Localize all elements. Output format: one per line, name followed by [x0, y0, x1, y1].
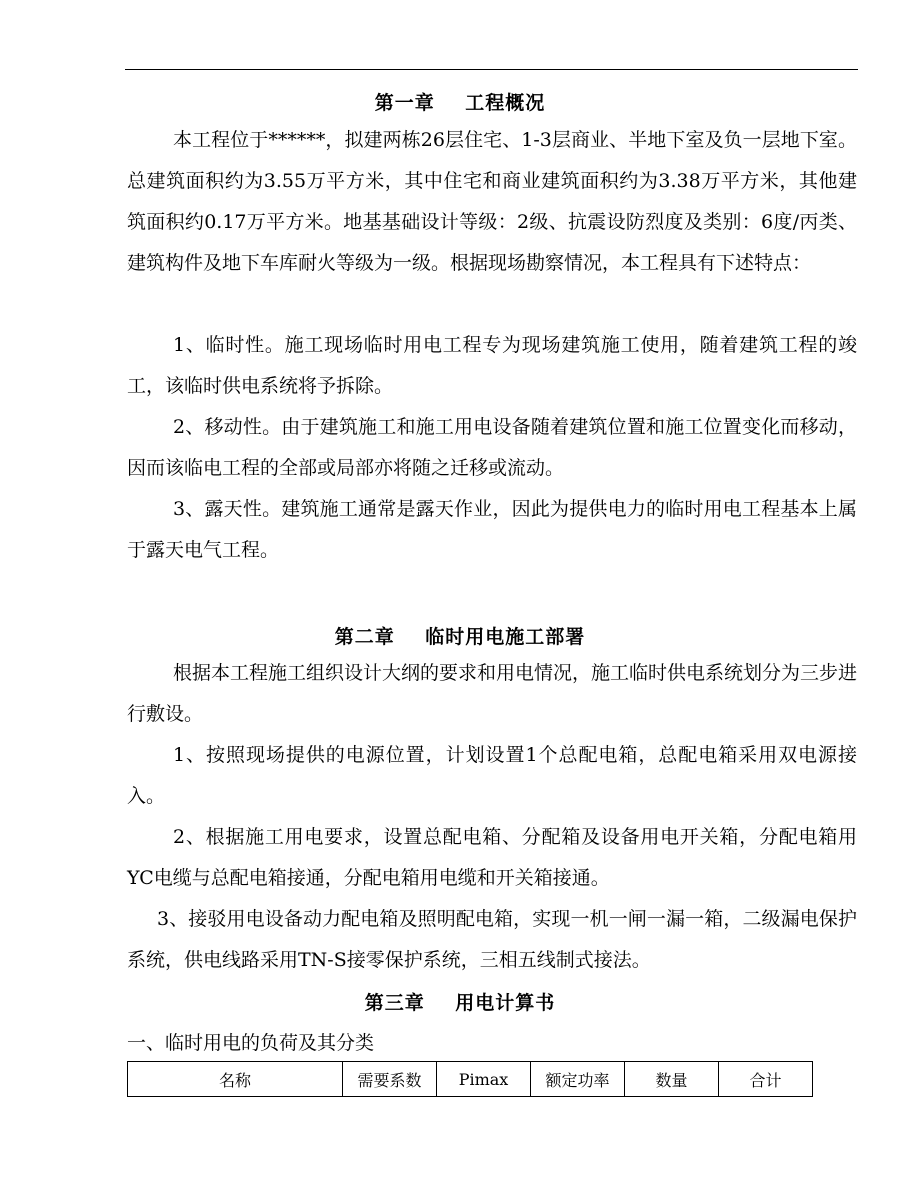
chapter2-intro: 根据本工程施工组织设计大纲的要求和用电情况，施工临时供电系统划分为三步进行敷设。: [127, 662, 858, 725]
chapter1-item-3: 3、露天性。建筑施工通常是露天作业，因此为提供电力的临时用电工程基本上属于露天电气工程。: [127, 498, 857, 561]
chapter1-intro: 本工程位于******，拟建两栋26层住宅、1-3层商业、半地下室及负一层地下室。总建筑面积约为3.55万平方米，其中住宅和商业建筑面积约为3.38万平方米，其他建筑面积约0.17万平方米。地基基础设计等级：2级、抗震设防烈度及类别：6度/丙类、建筑构件及地下车库耐火等级为一级。根据现场勘察情况，本工程具有下述特点：: [127, 129, 857, 274]
load-table: [127, 1061, 813, 1097]
chapter1-item-2: 2、移动性。由于建筑施工和施工用电设备随着建筑位置和施工位置变化而移动，因而该临电工程的全部或局部亦将随之迁移或流动。: [127, 416, 857, 479]
table-header-cell: 需要系数: [343, 1062, 437, 1097]
header-rule: [125, 69, 858, 70]
chapter2-title: 第二章 临时用电施工部署: [334, 626, 586, 648]
chapter2-item-3: 3、接驳用电设备动力配电箱及照明配电箱，实现一机一闸一漏一箱，二级漏电保护系统，供电线路采用TN-S接零保护系统，三相五线制式接法。: [127, 908, 857, 971]
chapter1-title: 第一章 工程概况: [374, 92, 546, 114]
chapter1-item-1: 1、临时性。施工现场临时用电工程专为现场建筑施工使用，随着建筑工程的竣工，该临时供电系统将予拆除。: [127, 334, 857, 397]
chapter3-title: 第三章 用电计算书: [364, 992, 556, 1014]
table-header-cell: Pimax: [437, 1062, 531, 1097]
table-header-cell: 额定功率: [531, 1062, 625, 1097]
load-section-title: 一、临时用电的负荷及其分类: [127, 1032, 375, 1054]
table-header-row: [128, 1062, 813, 1097]
chapter2-item-1: 1、按照现场提供的电源位置，计划设置1个总配电箱，总配电箱采用双电源接入。: [127, 744, 857, 807]
chapter2-item-2: 2、根据施工用电要求，设置总配电箱、分配箱及设备用电开关箱，分配电箱用YC电缆与总配电箱接通，分配电箱用电缆和开关箱接通。: [127, 826, 857, 889]
table-header-cell: 数量: [625, 1062, 719, 1097]
table-header-cell: 合计: [719, 1062, 813, 1097]
table-header-cell: 名称: [128, 1062, 343, 1097]
